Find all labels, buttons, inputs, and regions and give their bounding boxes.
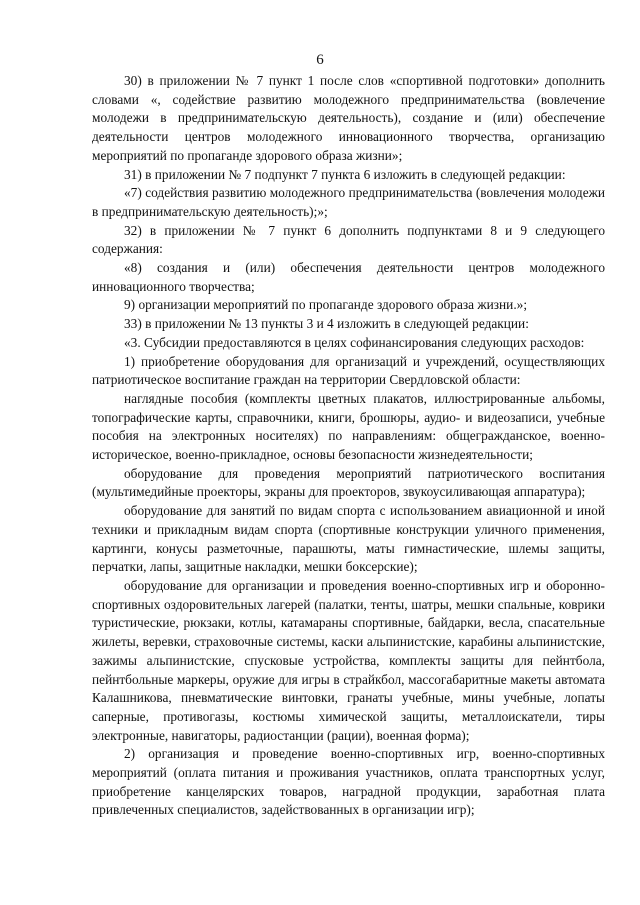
paragraph-military-games-equipment: оборудование для организации и проведения военно-спортивных игр и оборонно-спортивных оздоровительных лагерей (палатки, тенты, шатры, мешки спальные, коврики туристические, рюкзаки, котлы, катамараны спортивные, байдарки, весла, спасательные жилеты, веревки, страховочные системы, каски альпинистские, карабины альпинистские, зажимы альпинистские, спусковые устройства, комплекты защиты для пейнтбола, пейнтбольные маркеры, оружие для игры в страйкбол, массогабаритные макеты автомата Калашникова, пневматические винтовки, гранаты учебные, мины учебные, лопаты саперные, противогазы, костюмы химической защиты, металлоискатели, тиры электронные, навигаторы, радиостанции (рации), военная форма); — [92, 577, 605, 743]
paragraph-quote-8: «8) создания и (или) обеспечения деятельности центров молодежного инновационного творчества; — [92, 260, 605, 294]
paragraph-item-30: 30) в приложении № 7 пункт 1 после слов «спортивной подготовки» дополнить словами «, содействие развитию молодежного предпринимательства (вовлечение молодежи в предпринимательскую деятельность), создание и (или) обеспечение деятельности центров молодежного инновационного творчества, организацию мероприятий по пропаганде здорового образа жизни»; — [92, 73, 605, 163]
paragraph-event-equipment: оборудование для проведения мероприятий патриотического воспитания (мультимедийные проекторы, экраны для проекторов, звукоусиливающая аппаратура); — [92, 465, 605, 500]
paragraph-visual-aids: наглядные пособия (комплекты цветных плакатов, иллюстрированные альбомы, топографические карты, справочники, книги, брошюры, аудио- и видеозаписи, учебные пособия на электронных носителях) по направлениям: общегражданское, военно-историческое, военно-прикладное, основы безопасности жизнедеятельности; — [92, 390, 605, 463]
page-number: 6 — [316, 52, 324, 68]
paragraph-quote-7: «7) содействия развитию молодежного предпринимательства (вовлечения молодежи в предпринимательскую деятельность);»; — [92, 185, 605, 219]
paragraph-item-32: 32) в приложении № 7 пункт 6 дополнить подпунктами 8 и 9 следующего содержания: — [92, 222, 605, 257]
paragraph-quote-9: 9) организации мероприятий по пропаганде здорового образа жизни.»; — [124, 297, 528, 313]
paragraph-subitem-2: 2) организация и проведение военно-спортивных игр, военно-спортивных мероприятий (оплата питания и проживания участников, оплата транспортных услуг, приобретение канцелярских товаров, наградной продукции, заработная плата привлеченных специалистов, задействованных в организации игр); — [92, 746, 605, 818]
paragraph-clause-3: «3. Субсидии предоставляются в целях софинансирования следующих расходов: — [124, 334, 585, 350]
paragraph-subitem-1: 1) приобретение оборудования для организаций и учреждений, осуществляющих патриотическое воспитание граждан на территории Свердловской области: — [92, 353, 605, 388]
document-body — [92, 72, 605, 820]
paragraph-item-33: 33) в приложении № 13 пункты 3 и 4 изложить в следующей редакции: — [124, 316, 529, 332]
paragraph-sport-equipment: оборудование для занятий по видам спорта с использованием авиационной и иной техники и прикладным видам спорта (спортивные конструкции уличного применения, картинги, конусы разметочные, парашюты, маты гимнастические, шлемы защиты, перчатки, лапы, защитные накладки, мешки боксерские); — [92, 503, 605, 575]
paragraph-item-31: 31) в приложении № 7 подпункт 7 пункта 6 изложить в следующей редакции: — [124, 166, 566, 182]
